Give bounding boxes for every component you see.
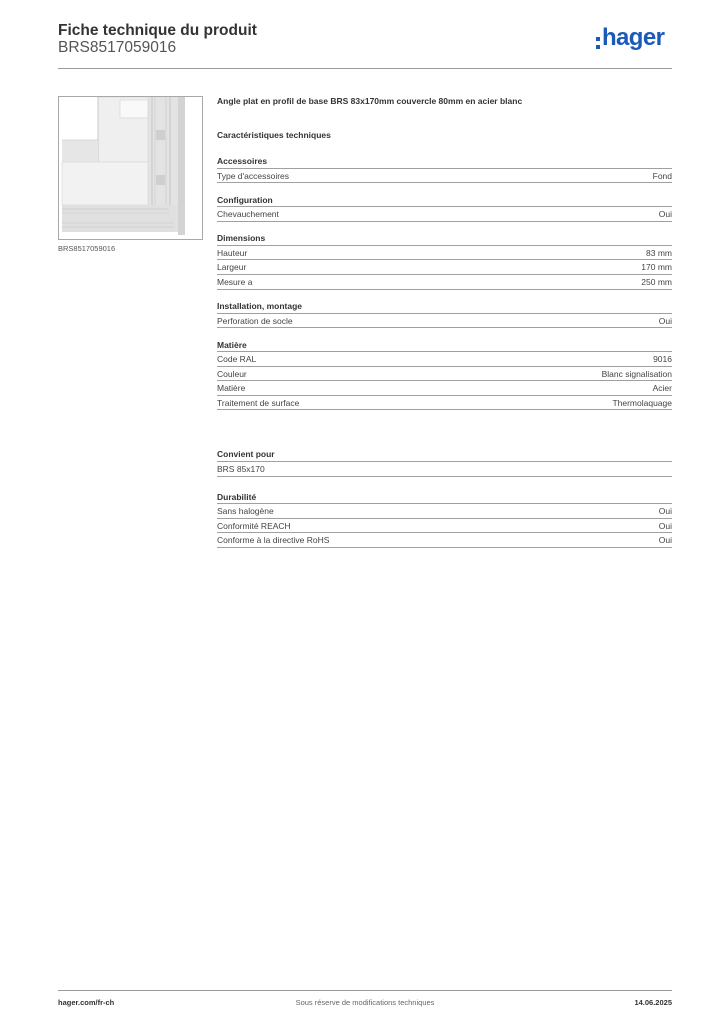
section-matiere [217,338,672,411]
spec-value: Oui [658,315,672,326]
section-title: Dimensions [217,231,672,246]
product-image [59,97,202,239]
base-bottom-channel [62,205,178,232]
product-reference: BRS8517059016 [58,39,177,56]
spec-row [217,396,672,411]
logo-wordmark: hager [602,24,665,51]
product-image-frame [58,96,203,240]
spec-label: Code RAL [217,354,257,365]
spec-label: Chevauchement [217,209,279,220]
spec-value: Acier [652,383,672,394]
spec-label: Couleur [217,368,247,379]
document-title: Fiche technique du produit [58,22,257,39]
section-title: Configuration [217,193,672,208]
spec-row [217,381,672,396]
spec-row [217,519,672,534]
footer-divider [58,990,672,991]
spec-row [217,246,672,261]
spec-value: Oui [658,520,672,531]
header-divider [58,68,672,69]
spec-value: 83 mm [646,247,672,258]
spec-label: Traitement de surface [217,397,300,408]
product-description: Angle plat en profil de base BRS 83x170mm couvercle 80mm en acier blanc [217,96,523,106]
footer-date: 14.06.2025 [634,998,672,1007]
specifications-panel [217,94,672,548]
spec-row [217,275,672,290]
logo-dot-bottom [596,45,600,49]
spec-value: 170 mm [641,262,672,273]
section-installation [217,299,672,328]
footer-notice: Sous réserve de modifications techniques [295,998,435,1007]
section-title: Accessoires [217,154,672,169]
section-title: Installation, montage [217,299,672,314]
spec-row [217,207,672,222]
spec-value: Oui [658,535,672,546]
spec-row [217,169,672,184]
section-title: Convient pour [217,447,672,462]
spec-row [217,260,672,275]
spec-row [217,367,672,382]
spec-label: Type d'accessoires [217,170,290,181]
hager-logo [596,25,672,57]
spec-label: Matière [217,383,246,394]
spec-value: 9016 [653,354,672,365]
footer-website-link[interactable]: hager.com/fr-ch [58,998,115,1007]
section-title: Matière [217,338,672,353]
product-image-caption: BRS8517059016 [58,244,116,253]
spec-row [217,462,672,477]
section-convient-pour [217,447,672,476]
spec-label: Mesure a [217,276,253,287]
section-title: Durabilité [217,490,672,505]
specifications-heading: Caractéristiques techniques [217,130,331,140]
spec-row [217,352,672,367]
spec-label: Largeur [217,262,247,273]
section-durabilite [217,490,672,548]
vertical-arm [98,97,148,162]
spec-value: Thermolaquage [612,397,672,408]
spec-label: Hauteur [217,247,248,258]
spec-row [217,504,672,519]
section-configuration [217,193,672,222]
spec-label: BRS 85x170 [217,464,265,475]
spec-value: Oui [658,209,672,220]
spec-value: Oui [658,506,672,517]
spec-value: 250 mm [641,276,672,287]
spec-row [217,533,672,548]
spec-label: Sans halogène [217,506,274,517]
section-accessoires [217,154,672,183]
spec-label: Conformité REACH [217,520,291,531]
spec-value: Blanc signalisation [601,368,672,379]
spec-value: Fond [652,170,672,181]
spec-label: Perforation de socle [217,315,293,326]
spec-row [217,314,672,329]
section-dimensions [217,231,672,289]
logo-dot-top [596,37,600,41]
spec-label: Conforme à la directive RoHS [217,535,330,546]
